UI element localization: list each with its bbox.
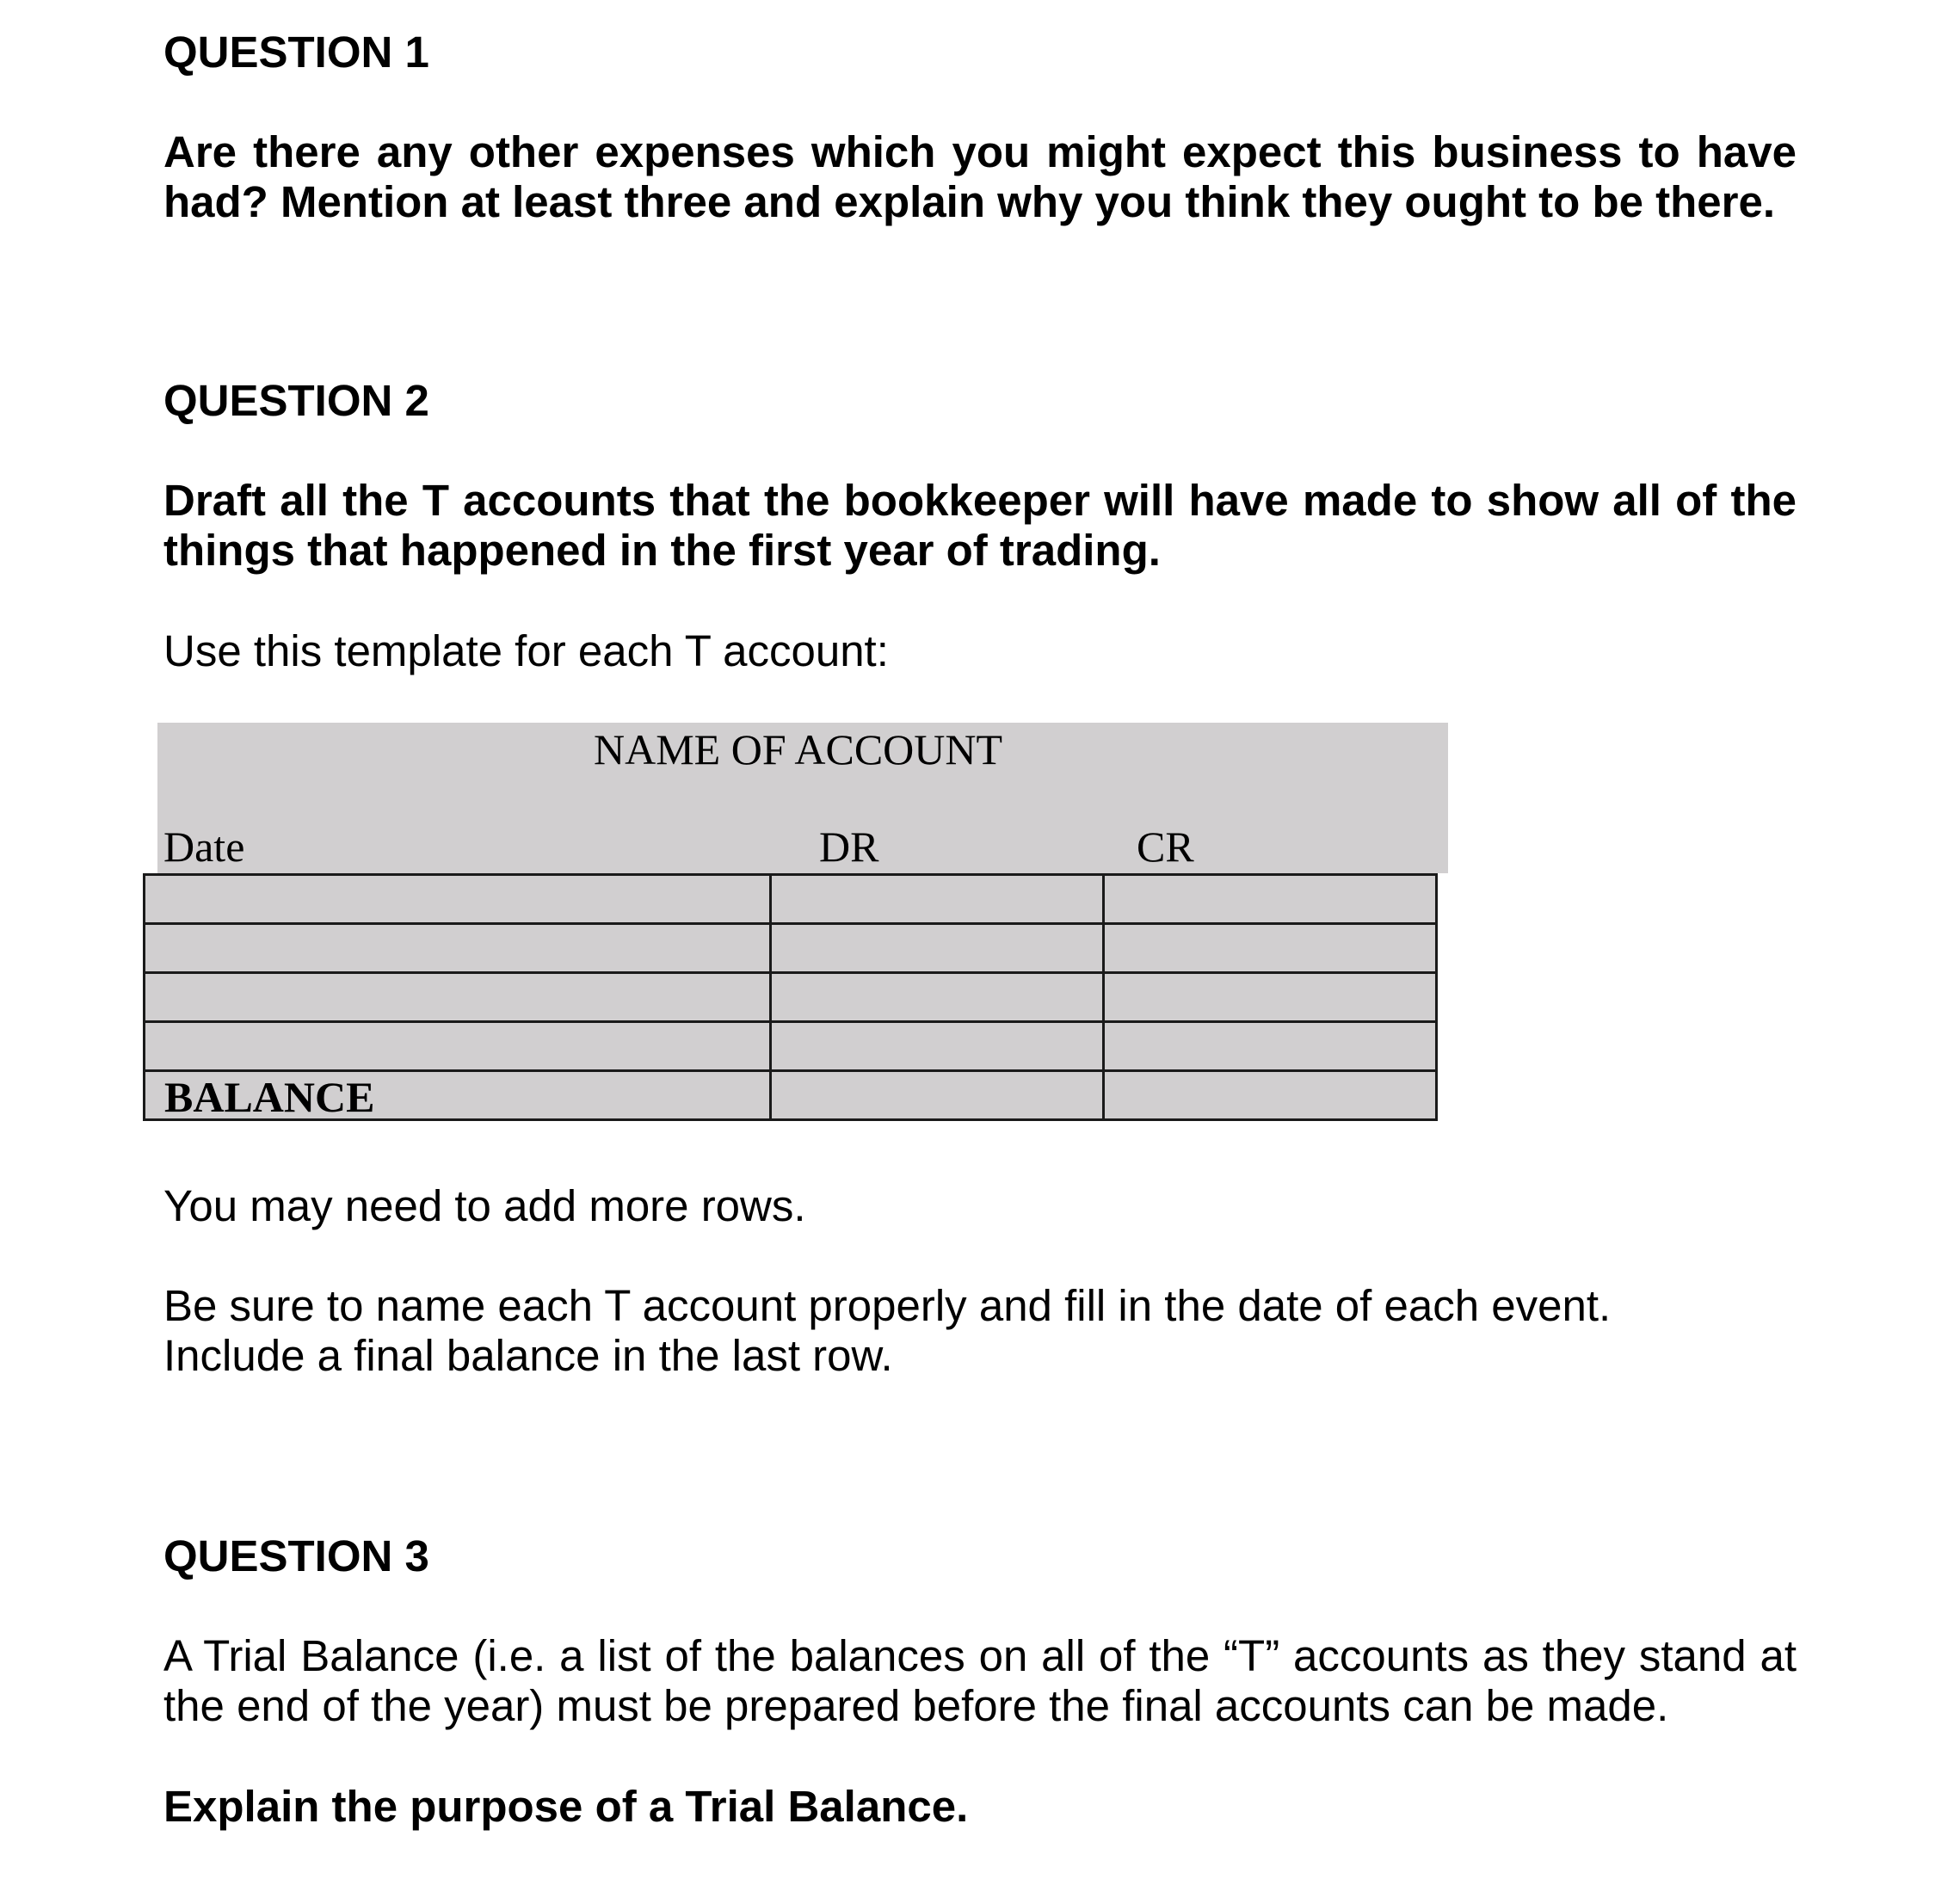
note-line-1: Be sure to name each T account properly and fill in the date of each event. bbox=[163, 1281, 1612, 1330]
note-instructions bbox=[163, 1281, 1797, 1381]
dr-cell bbox=[771, 875, 1104, 924]
question-2-text bbox=[163, 476, 1797, 576]
t-account-table bbox=[143, 873, 1438, 1121]
question-3-text bbox=[163, 1631, 1797, 1731]
question-3-line-1: A Trial Balance (i.e. a list of the balances on all of the “T” accounts as they stand at bbox=[163, 1631, 1797, 1680]
date-cell bbox=[145, 973, 771, 1022]
date-cell bbox=[145, 924, 771, 973]
table-row bbox=[145, 875, 1437, 924]
date-cell bbox=[145, 875, 771, 924]
question-2-line-2: things that happened in the first year of trading. bbox=[163, 526, 1161, 575]
table-row bbox=[145, 1022, 1437, 1071]
t-account-title: NAME OF ACCOUNT bbox=[594, 725, 1003, 773]
dr-cell bbox=[771, 973, 1104, 1022]
t-account-date-header: Date bbox=[163, 822, 245, 871]
t-account-dr-header: DR bbox=[819, 822, 879, 871]
question-3-task: Explain the purpose of a Trial Balance. bbox=[163, 1782, 969, 1831]
dr-cell bbox=[771, 924, 1104, 973]
balance-row bbox=[145, 1071, 1437, 1120]
cr-cell bbox=[1104, 875, 1437, 924]
note-line-2: Include a final balance in the last row. bbox=[163, 1331, 893, 1380]
t-account-cr-header: CR bbox=[1137, 822, 1194, 871]
cr-cell bbox=[1104, 1022, 1437, 1071]
date-cell bbox=[145, 1022, 771, 1071]
cr-balance-cell bbox=[1104, 1071, 1437, 1120]
table-row bbox=[145, 924, 1437, 973]
cr-cell bbox=[1104, 973, 1437, 1022]
cr-cell bbox=[1104, 924, 1437, 973]
note-add-rows: You may need to add more rows. bbox=[163, 1181, 806, 1230]
dr-balance-cell bbox=[771, 1071, 1104, 1120]
balance-label: BALANCE bbox=[145, 1071, 771, 1120]
question-2-line-1: Draft all the T accounts that the bookkeeper will have made to show all of the bbox=[163, 476, 1797, 525]
question-2-heading: QUESTION 2 bbox=[163, 376, 429, 425]
table-row bbox=[145, 973, 1437, 1022]
question-1-line-2: had? Mention at least three and explain why you think they ought to be there. bbox=[163, 177, 1776, 226]
template-intro: Use this template for each T account: bbox=[163, 626, 889, 675]
question-1-text bbox=[163, 127, 1797, 227]
dr-cell bbox=[771, 1022, 1104, 1071]
question-1-line-1: Are there any other expenses which you might expect this business to have bbox=[163, 127, 1797, 176]
question-3-heading: QUESTION 3 bbox=[163, 1531, 429, 1580]
question-3-line-2: the end of the year) must be prepared before the final accounts can be made. bbox=[163, 1681, 1669, 1730]
question-1-heading: QUESTION 1 bbox=[163, 28, 429, 77]
